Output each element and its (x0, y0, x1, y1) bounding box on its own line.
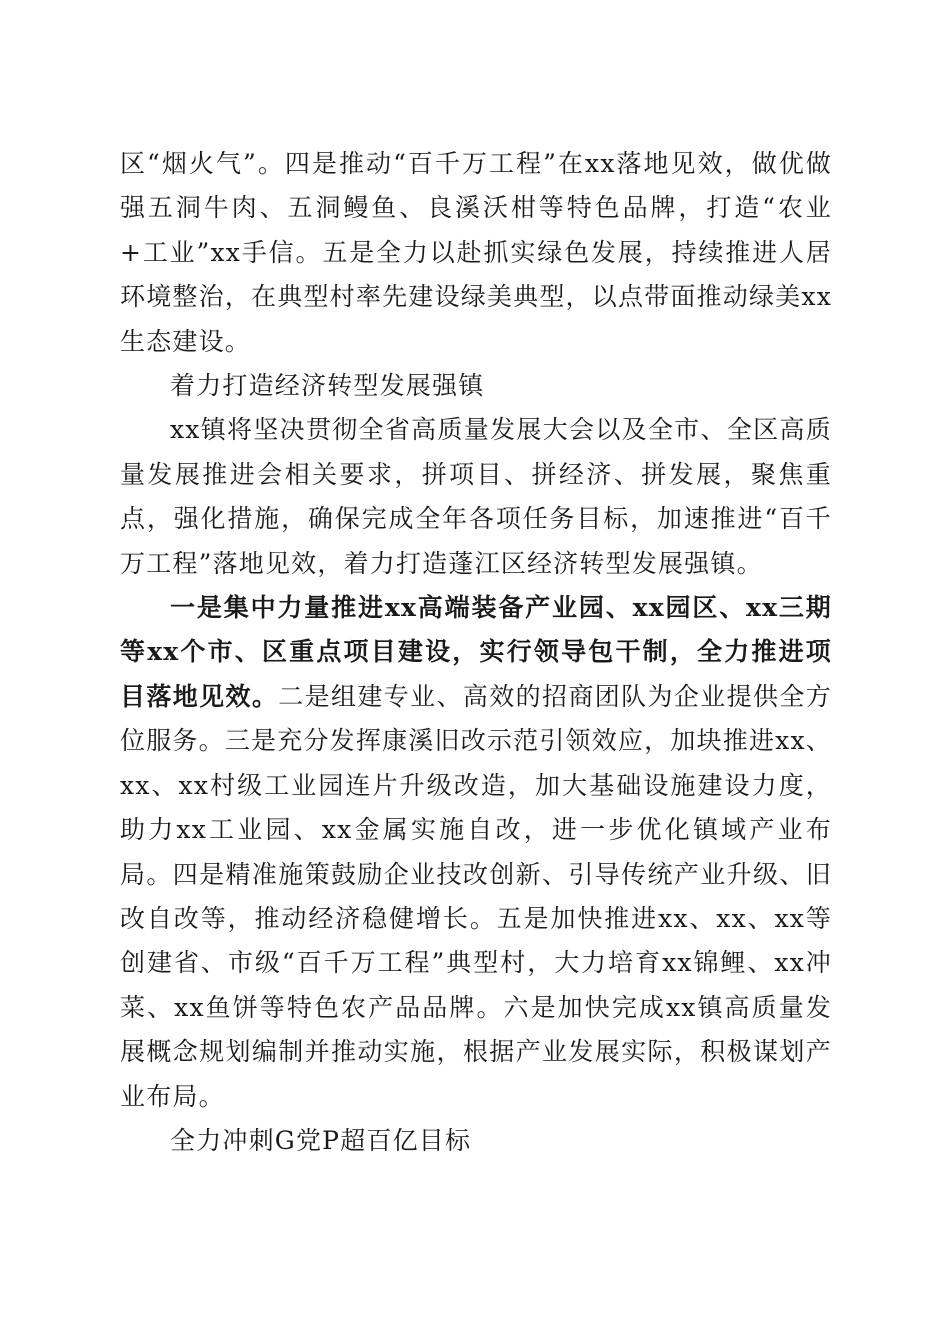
paragraph-continuation: 区“烟火气”。四是推动“百千万工程”在xx落地见效，做优做强五洞牛肉、五洞鳗鱼、良溪沃柑等特色品牌，打造“农业+工业”xx手信。五是全力以赴抓实绿色发展，持续推进人居环境整治，在典型村率先建设绿美典型，以点带面推动绿美xx生态建设。 (120, 149, 832, 356)
paragraph-measures-rest: 二是组建专业、高效的招商团队为企业提供全方位服务。三是充分发挥康溪旧改示范引领效应，加块推进xx、xx、xx村级工业园连片升级改造，加大基础设施建设力度，助力xx工业园、xx金属实施自改，进一步优化镇域产业布局。四是精准施策鼓励企业技改创新、引导传统产业升级、旧改自改等，推动经济稳健增长。五是加快推进xx、xx、xx等创建省、市级“百千万工程”典型村，大力培育xx锦鲤、xx冲菜、xx鱼饼等特色农产品品牌。六是加快完成xx镇高质量发展概念规划编制并推动实施，根据产业发展实际，积极谋划产业布局。 (120, 681, 833, 1111)
paragraph-town-plan: xx镇将坚决贯彻全省高质量发展大会以及全市、全区高质量发展推进会相关要求，拼项目、拼经济、拼发展，聚焦重点，强化措施，确保完成全年各项任务目标，加速推进“百千万工程”落地见效，着力打造蓬江区经济转型发展强镇。 (120, 415, 832, 578)
section-heading-economic-transformation: 着力打造经济转型发展强镇 (170, 371, 485, 401)
section-heading-gdp-target: 全力冲刺G党P超百亿目标 (170, 1125, 472, 1155)
paragraph-measures-bold-lead: 一是集中力量推进xx高端装备产业园、xx园区、xx三期等xx个市、区重点项目建设，实行领导包干制，全力推进项目落地见效。 (120, 593, 832, 711)
document-body (120, 142, 832, 1163)
paragraph-measures (120, 586, 832, 1119)
